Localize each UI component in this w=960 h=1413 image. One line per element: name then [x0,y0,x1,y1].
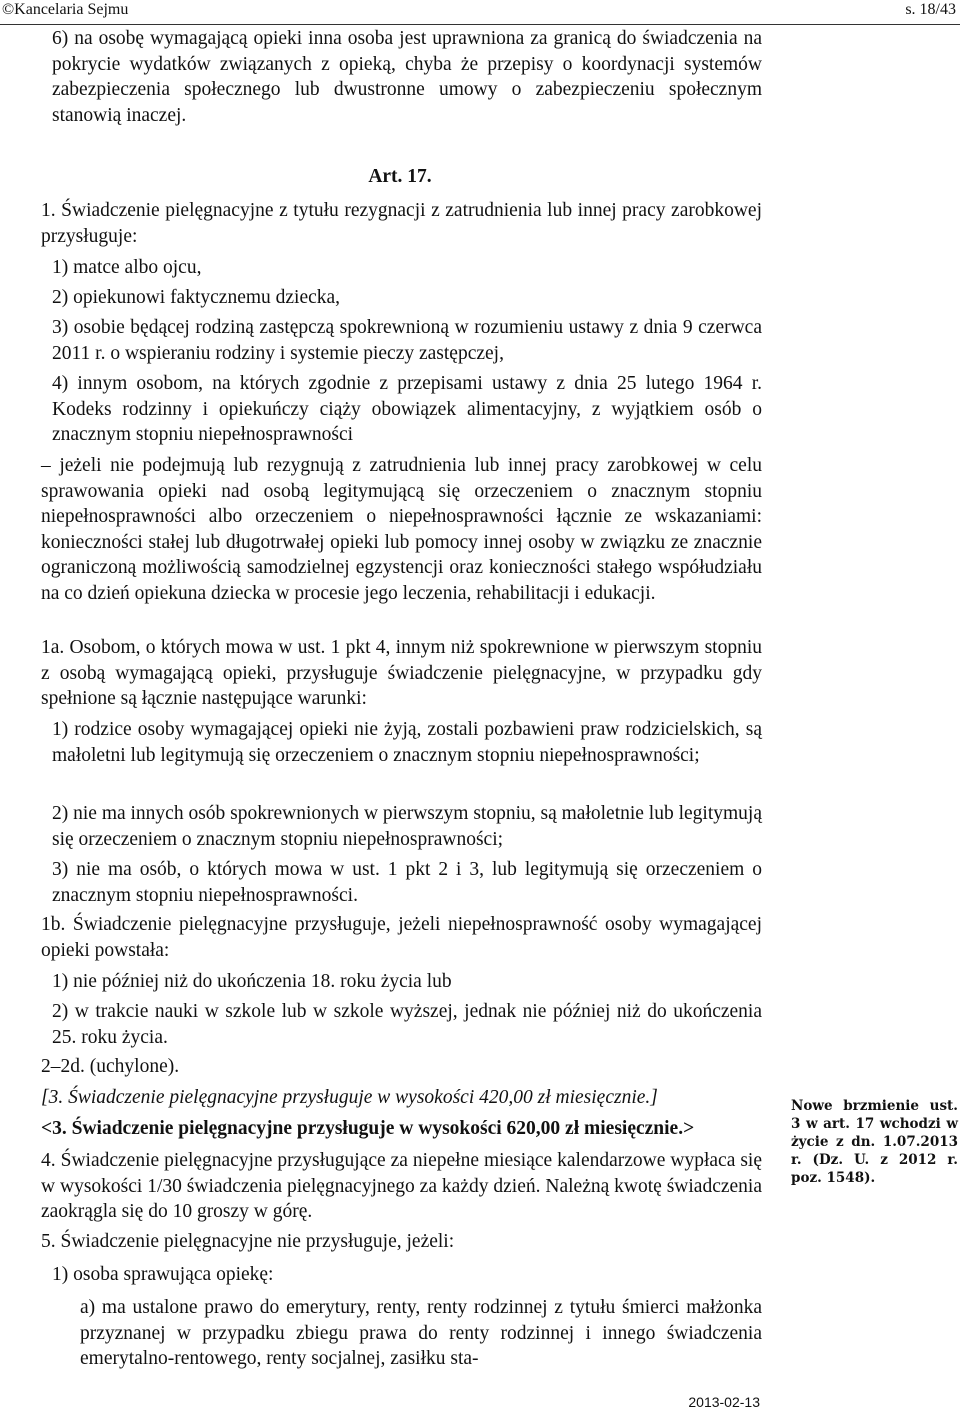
footer-date: 2013-02-13 [688,1394,760,1410]
copyright-label: ©Kancelaria Sejmu [2,1,129,18]
section-1-tail: – jeżeli nie podejmują lub rezygnują z zatrudnienia lub innej pracy zarobkowej w celu sprawowania opieki nad osobą legitymującą się orzeczeniem o znacznym stopniu niepełnosprawności albo orzeczeniem o niepełnosprawności łącznie ze wskazaniami: konieczności stałej lub długotrwałej opieki lub pomocy innej osoby w związku ze znacznie ograniczoną możliwością samodzielnej egzystencji oraz konieczności stałego współudziału na co dzień opiekuna dziecka w procesie jego leczenia, rehabilitacji i edukacji. [41,455,762,604]
margin-note: Nowe brzmienie ust. 3 w art. 17 wchodzi w życie z dn. 1.07.2013 r. (Dz. U. z 2012 r. poz. 1548). [791,1098,958,1186]
section-5-intro: 5. Świadczenie pielęgnacyjne nie przysługuje, jeżeli: [41,1231,455,1252]
section-3-old: [3. Świadczenie pielęgnacyjne przysługuje w wysokości 420,00 zł miesięcznie.] [41,1087,658,1108]
section-1b-point-1: 1) nie później niż do ukończenia 18. roku życia lub [52,971,452,992]
section-1a-intro: 1a. Osobom, o których mowa w ust. 1 pkt 4, innym niż spokrewnione w pierwszym stopniu z osobą wymagającą opieki, przysługuje świadczenie pielęgnacyjne, w przypadku gdy spełnione są łącznie następujące warunki: [41,637,762,709]
section-1a-point-2: 2) nie ma innych osób spokrewnionych w pierwszym stopniu, są małoletnie lub legitymują się orzeczeniem o znacznym stopniu niepełnosprawności; [52,803,762,850]
section-1-intro: 1. Świadczenie pielęgnacyjne z tytułu rezygnacji z zatrudnienia lub innej pracy zarobkowej przysługuje: [41,200,762,247]
section-1b-intro: 1b. Świadczenie pielęgnacyjne przysługuje, jeżeli niepełnosprawność osoby wymagającej opieki powstała: [41,914,762,961]
section-2-repealed: 2–2d. (uchylone). [41,1056,180,1077]
section-1-point-1: 1) matce albo ojcu, [52,257,202,278]
section-1-point-2: 2) opiekunowi faktycznemu dziecka, [52,287,341,308]
section-1-point-4: 4) innym osobom, na których zgodnie z przepisami ustawy z dnia 25 lutego 1964 r. Kodeks rodzinny i opiekuńczy ciąży obowiązek alimentacyjny, z wyjątkiem osób o znacznym stopniu niepełnosprawności [52,373,762,445]
section-5-point-1a: a) ma ustalone prawo do emerytury, renty, renty rodzinnej z tytułu śmierci małżonka przyznanej w przypadku zbiegu prawa do renty rodzinnej i innego świadczenia emerytalno-rentowego, renty socjalnej, zasiłku sta- [80,1297,762,1369]
section-1a-point-3: 3) nie ma osób, o których mowa w ust. 1 pkt 2 i 3, lub legitymują się orzeczeniem o znacznym stopniu niepełnosprawności. [52,859,762,906]
section-3-new: <3. Świadczenie pielęgnacyjne przysługuje w wysokości 620,00 zł miesięcznie.> [41,1118,695,1139]
section-5-point-1: 1) osoba sprawująca opiekę: [52,1264,274,1285]
section-1b-point-2: 2) w trakcie nauki w szkole lub w szkole wyższej, jednak nie później niż do ukończenia 25. roku życia. [52,1001,762,1048]
section-1a-point-1: 1) rodzice osoby wymagającej opieki nie żyją, zostali pozbawieni praw rodzicielskich, są małoletni lub legitymują się orzeczeniem o znacznym stopniu niepełnosprawności; [52,719,762,766]
section-4: 4. Świadczenie pielęgnacyjne przysługujące za niepełne miesiące kalendarzowe wypłaca się w wysokości 1/30 świadczenia pielęgnacyjnego za każdy dzień. Należną kwotę świadczenia zaokrągla się do 10 groszy w górę. [41,1150,762,1222]
page-number: s. 18/43 [905,1,956,18]
article-title: Art. 17. [368,166,432,187]
section-1-point-3: 3) osobie będącej rodziną zastępczą spokrewnioną w rozumieniu ustawy z dnia 9 czerwca 2011 r. o wspieraniu rodziny i systemie pieczy zastępczej, [52,317,762,364]
paragraph-6: 6) na osobę wymagającą opieki inna osoba jest uprawniona za granicą do świadczenia na pokrycie wydatków związanych z opieką, chyba że przepisy o koordynacji systemów zabezpieczenia społecznego lub dwustronne umowy o zabezpieczeniu społecznym stanowią inaczej. [52,28,762,126]
